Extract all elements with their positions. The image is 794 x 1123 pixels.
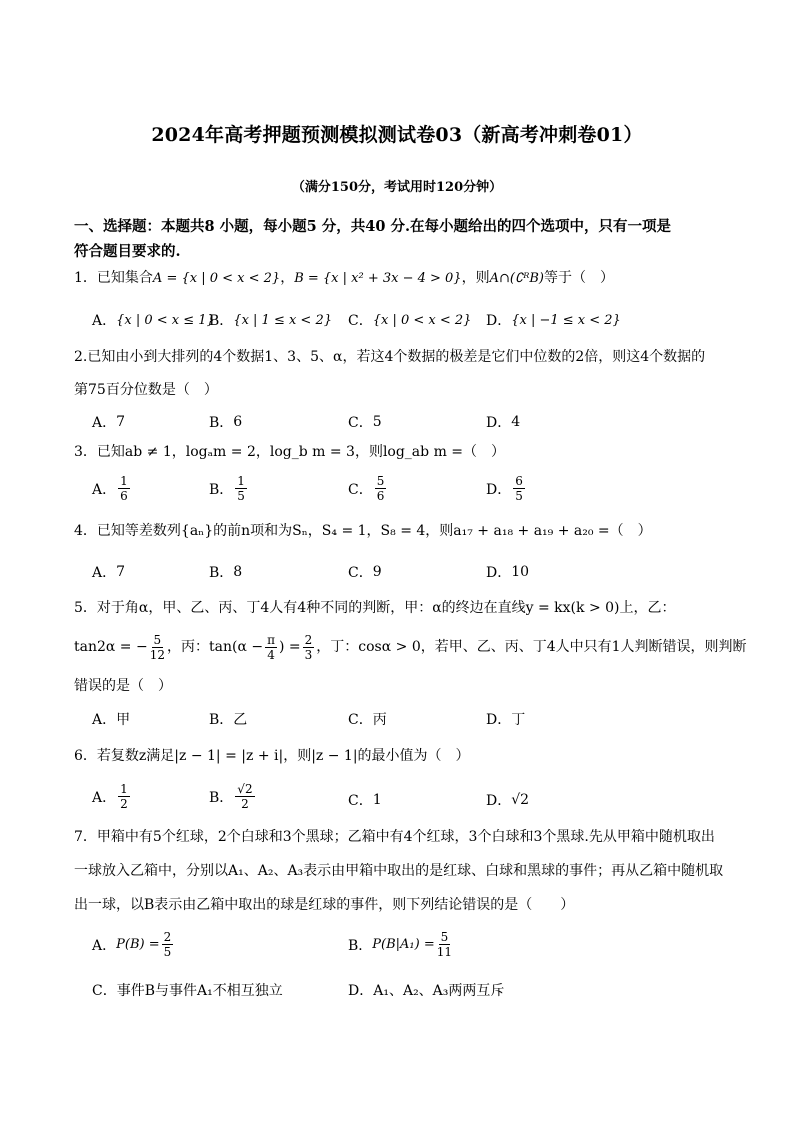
equals: ) =: [278, 639, 301, 655]
option-letter: B．: [209, 481, 234, 498]
option-a[interactable]: [92, 782, 132, 811]
denominator: 2: [120, 797, 128, 811]
fraction: [150, 633, 165, 662]
question-2: [74, 341, 726, 407]
question-line1: 对于角α，甲、乙、丙、丁4人有4种不同的判断，甲：α的终边在直线y = kx(k > 0)上，乙：: [96, 600, 676, 616]
option-text: 10: [511, 564, 530, 580]
option-text: 6: [233, 414, 243, 430]
fraction: [162, 930, 174, 959]
question-6: [74, 740, 726, 773]
option-letter: B．: [209, 313, 234, 329]
option-letter: C．: [348, 712, 373, 728]
option-text: {x | 0 < x < 2}: [372, 312, 472, 328]
section-heading-line1: 一、选择题：本题共8 小题，每小题5 分，共40 分.在每小题给出的四个选项中，只有一项是: [74, 218, 672, 235]
question-line2: 第75百分位数是（ ）: [74, 382, 218, 398]
question-line2-rest: ，丁：cosα > 0，若甲、乙、丙、丁4人中只有1人判断错误，则判断: [316, 639, 747, 655]
question-number: 1．: [74, 270, 97, 286]
fraction: [437, 930, 452, 959]
question-stem: 已知ab ≠ 1，logₐm = 2，log_b m = 3，则log_ab m =（ ）: [96, 444, 506, 460]
set-expression: A∩(∁ᴿB): [489, 271, 544, 286]
option-text: 1: [372, 792, 382, 808]
tan-expr-2: ，丙：tan(α −: [167, 639, 264, 655]
option-text: 事件B与事件A₁不相互独立: [116, 983, 283, 999]
option-letter: C．: [348, 415, 373, 431]
question-number: 2.: [74, 349, 88, 365]
option-text: 乙: [233, 712, 248, 728]
option-text: 5: [372, 414, 382, 430]
question-number: 6．: [74, 748, 97, 764]
question-line3: 出一球，以B表示由乙箱中取出的球是红球的事件，则下列结论错误的是（ ）: [74, 897, 575, 913]
option-a[interactable]: [92, 562, 125, 582]
denominator: 12: [149, 647, 165, 662]
option-b[interactable]: [209, 310, 332, 330]
numerator: √2: [237, 782, 253, 796]
denominator: 6: [376, 489, 385, 503]
option-b[interactable]: [209, 474, 249, 503]
option-c[interactable]: [348, 709, 387, 729]
option-c[interactable]: [348, 474, 388, 503]
option-d[interactable]: [486, 310, 621, 330]
fraction: [118, 782, 130, 811]
numerator: 1: [120, 782, 128, 796]
option-a[interactable]: [92, 474, 132, 503]
set-a: A = {x | 0 < x < 2}: [152, 271, 281, 286]
question-line2: 一球放入乙箱中，分别以A₁、A₂、A₃表示由甲箱中取出的是红球、白球和黑球的事件；再从乙箱中随机取: [74, 863, 724, 879]
option-text: P(B) =: [116, 937, 160, 952]
denominator: 2: [241, 797, 249, 811]
option-letter: D．: [486, 793, 512, 809]
option-text: 甲: [116, 712, 131, 728]
option-text: 丙: [372, 712, 387, 728]
option-text: {x | 0 < x ≤ 1}: [116, 312, 215, 328]
option-a[interactable]: [92, 709, 130, 729]
option-letter: D．: [486, 565, 512, 581]
question-3: [74, 436, 726, 469]
numerator: 6: [515, 474, 523, 488]
section-heading: [74, 214, 724, 264]
option-text: {x | −1 ≤ x < 2}: [511, 312, 621, 328]
option-letter: C．: [92, 983, 117, 999]
denominator: 4: [267, 647, 275, 662]
option-b[interactable]: [209, 562, 242, 582]
option-text: {x | 1 ≤ x < 2}: [233, 312, 333, 328]
fraction: [235, 782, 254, 811]
option-text: 4: [511, 414, 521, 430]
exam-subtitle: （满分150分，考试用时120分钟）: [291, 180, 503, 195]
option-letter: B．: [209, 565, 234, 581]
option-b[interactable]: [348, 930, 454, 959]
option-d[interactable]: [486, 474, 527, 503]
question-5-line2: [74, 630, 747, 664]
option-letter: D．: [486, 415, 512, 431]
option-text: 7: [116, 564, 126, 580]
denominator: 6: [120, 489, 128, 503]
option-letter: A．: [92, 481, 117, 498]
question-7: [74, 820, 726, 922]
option-letter: D．: [348, 983, 374, 999]
denominator: 5: [515, 489, 523, 503]
option-d[interactable]: [348, 980, 504, 1000]
option-letter: A．: [92, 789, 117, 806]
option-b[interactable]: [209, 709, 247, 729]
denominator: 5: [237, 489, 245, 503]
option-letter: D．: [486, 481, 512, 498]
fraction: [303, 633, 315, 662]
option-c[interactable]: [348, 562, 382, 582]
question-stem: 已知等差数列{aₙ}的前n项和为Sₙ，S₄ = 1，S₈ = 4，则a₁₇ + a₁₈ + a₁₉ + a₂₀ =（ ）: [96, 523, 652, 539]
option-text: √2: [511, 792, 530, 808]
option-b[interactable]: [209, 412, 242, 432]
numerator: 1: [120, 474, 128, 488]
option-c[interactable]: [348, 412, 382, 432]
option-letter: C．: [348, 313, 373, 329]
fraction: [235, 474, 247, 503]
page-title: 2024年高考押题预测模拟测试卷03（新高考冲刺卷01）: [151, 124, 643, 146]
option-c[interactable]: [348, 790, 382, 810]
numerator: 5: [376, 474, 385, 488]
denominator: 5: [163, 945, 172, 959]
option-letter: A．: [92, 937, 117, 954]
option-a[interactable]: [92, 930, 175, 959]
question-number: 5．: [74, 600, 97, 616]
question-1: 1．已知集合A = {x | 0 < x < 2}，B = {x | x² + 3x − 4 > 0}，则A∩(∁ᴿB)等于（ ）: [74, 270, 614, 286]
option-text: 丁: [511, 712, 526, 728]
numerator: 2: [163, 930, 172, 944]
option-letter: D．: [486, 712, 512, 728]
question-number: 3．: [74, 444, 97, 460]
option-letter: A．: [92, 565, 117, 581]
option-letter: A．: [92, 712, 117, 728]
option-text: A₁、A₂、A₃两两互斥: [373, 983, 505, 999]
option-letter: B．: [348, 937, 373, 954]
question-line1: 甲箱中有5个红球，2个白球和3个黑球；乙箱中有4个红球，3个白球和3个黑球.先从甲箱中随机取出: [96, 829, 715, 845]
question-5: [74, 592, 726, 625]
option-letter: C．: [348, 565, 373, 581]
question-5-line3: 错误的是（ ）: [74, 678, 172, 694]
question-stem-end: 等于（ ）: [544, 270, 614, 286]
question-4: [74, 515, 726, 548]
option-letter: A．: [92, 313, 117, 329]
numerator: 5: [440, 930, 449, 944]
option-letter: C．: [348, 481, 373, 498]
numerator: 5: [153, 632, 162, 647]
numerator: 1: [237, 474, 245, 488]
option-a[interactable]: [92, 412, 125, 432]
option-a[interactable]: [92, 310, 215, 330]
option-letter: C．: [348, 793, 373, 809]
fraction: [375, 474, 387, 503]
option-c[interactable]: [92, 980, 283, 1000]
fraction: [118, 474, 130, 503]
option-text: 7: [116, 414, 126, 430]
numerator: 2: [304, 632, 313, 647]
option-letter: A．: [92, 415, 117, 431]
option-text: P(B|A₁) =: [372, 937, 435, 952]
question-stem-suffix: ，则: [461, 270, 490, 286]
option-d[interactable]: [486, 412, 520, 432]
section-heading-line2: 符合题目要求的.: [74, 243, 181, 260]
option-letter: B．: [209, 712, 234, 728]
option-d[interactable]: [486, 562, 529, 582]
fraction: [513, 474, 525, 503]
option-text: 9: [372, 564, 382, 580]
question-stem: 若复数z满足|z − 1| = |z + i|，则|z − 1|的最小值为（ ）: [96, 748, 470, 764]
fraction: [265, 633, 277, 662]
set-b: B = {x | x² + 3x − 4 > 0}: [294, 271, 462, 286]
denominator: 3: [304, 647, 313, 662]
option-letter: B．: [209, 415, 234, 431]
option-c[interactable]: [348, 310, 471, 330]
question-number: 7．: [74, 829, 97, 845]
question-stem-prefix: 已知集合: [96, 270, 153, 286]
option-letter: B．: [209, 789, 234, 806]
option-b[interactable]: [209, 782, 257, 811]
option-text: 8: [233, 564, 243, 580]
question-line1: 已知由小到大排列的4个数据1、3、5、α，若这4个数据的极差是它们中位数的2倍，则这4个数据的: [87, 349, 706, 365]
option-letter: D．: [486, 313, 512, 329]
question-number: 4．: [74, 523, 97, 539]
tan-expr: tan2α = −: [74, 639, 148, 655]
option-d[interactable]: [486, 709, 525, 729]
option-d[interactable]: [486, 790, 529, 810]
denominator: 11: [436, 945, 453, 959]
numerator: π: [267, 632, 275, 647]
